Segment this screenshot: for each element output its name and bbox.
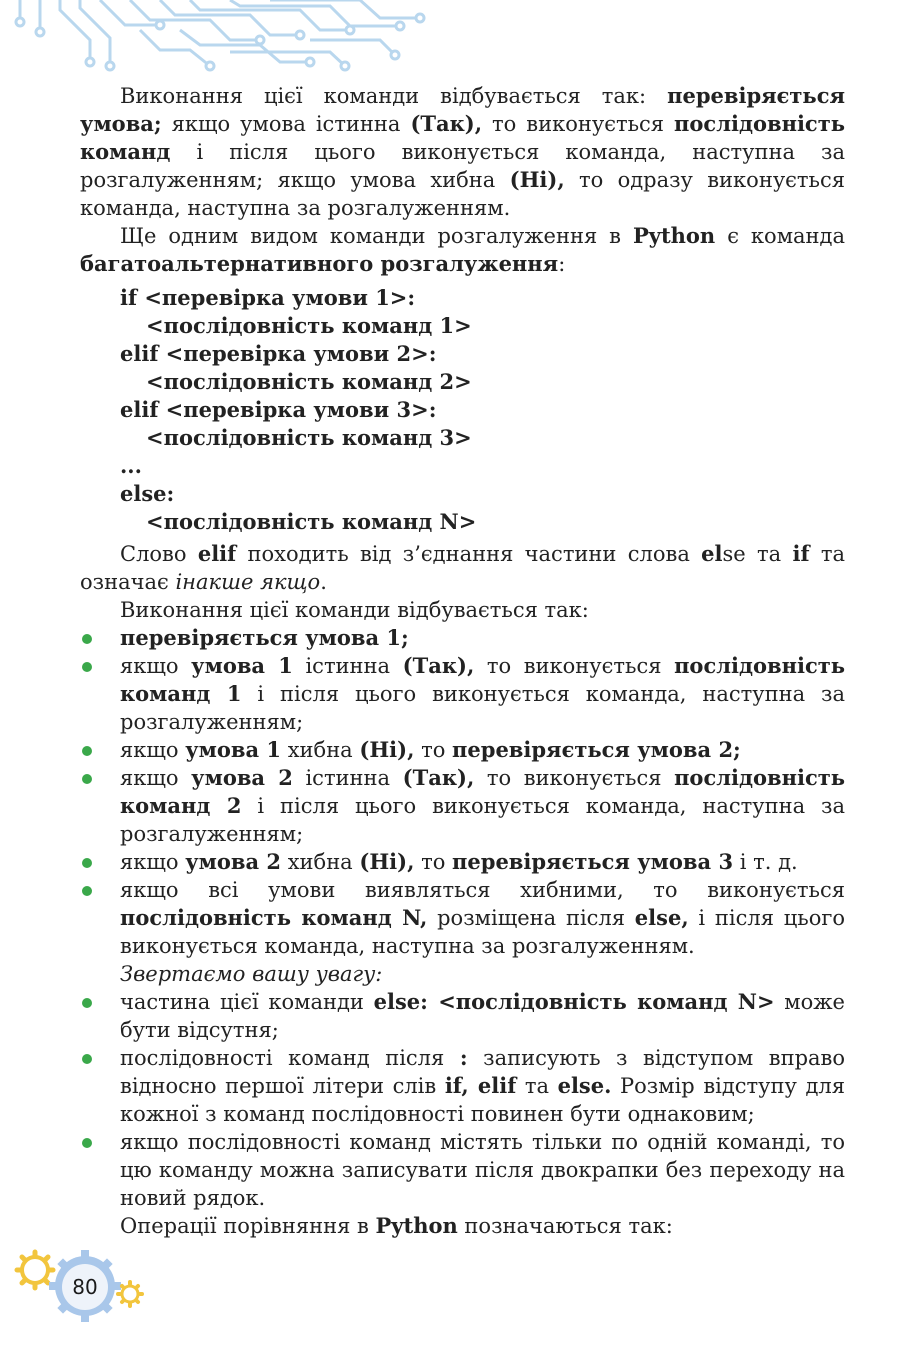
execution-steps-list: [80, 624, 845, 960]
code-line: <послідовність команд N>: [146, 509, 477, 534]
list-item: послідовності команд після : записують з відступом вправо відносно першої літери слів if, elif та else. Розмір відступу для кожної з команд послідовності повинен бути однаковим;: [80, 1044, 845, 1128]
list-item: якщо умова 2 істинна (Так), то виконується послідовність команд 2 і після цього виконується команда, наступна за розгалуженням;: [80, 764, 845, 848]
bullet-icon: [82, 1054, 92, 1064]
list-item: якщо умова 1 хибна (Ні), то перевіряється умова 2;: [80, 736, 845, 764]
bullet-icon: [82, 998, 92, 1008]
code-line: else:: [120, 481, 175, 506]
code-syntax-block: [120, 284, 845, 536]
attention-list: [80, 988, 845, 1212]
code-line: <послідовність команд 2>: [146, 369, 472, 394]
code-line: if <перевірка умови 1>:: [120, 285, 416, 310]
page-number: 80: [62, 1264, 108, 1310]
code-line: elif <перевірка умови 3>:: [120, 397, 437, 422]
bullet-icon: [82, 886, 92, 896]
circuit-decoration-icon: [0, 0, 430, 72]
code-line: elif <перевірка умови 2>:: [120, 341, 437, 366]
list-item: якщо умова 2 хибна (Ні), то перевіряється умова 3 і т. д.: [80, 848, 845, 876]
paragraph-execution-elif: Виконання цієї команди відбувається так:: [120, 598, 589, 622]
paragraph-comparison-ops: Операції порівняння в Python позначаються так:: [120, 1213, 673, 1238]
code-line: ...: [120, 453, 142, 478]
list-item: якщо послідовності команд містять тільки по одній команді, то цю команду можна записувати після двокрапки без переходу на новий рядок.: [80, 1128, 845, 1212]
bullet-icon: [82, 746, 92, 756]
code-line: <послідовність команд 1>: [146, 313, 472, 338]
bullet-icon: [82, 634, 92, 644]
bullet-icon: [82, 662, 92, 672]
bullet-icon: [82, 1138, 92, 1148]
bullet-icon: [82, 774, 92, 784]
page-content: [80, 82, 845, 1240]
paragraph-elif-origin: Слово elif походить від з’єднання частини слова else та if та означає інакше якщо.: [80, 541, 845, 594]
bullet-icon: [82, 858, 92, 868]
list-item: якщо всі умови виявляться хибними, то виконується послідовність команд N, розміщена після else, і після цього виконується команда, наступна за розгалуженням.: [80, 876, 845, 960]
paragraph-multi-branch-intro: Ще одним видом команди розгалуження в Python є команда багатоальтернативного розгалуження:: [80, 223, 845, 276]
list-item: якщо умова 1 істинна (Так), то виконується послідовність команд 1 і після цього виконується команда, наступна за розгалуженням;: [80, 652, 845, 736]
attention-note: Звертаємо вашу увагу:: [120, 962, 383, 986]
code-line: <послідовність команд 3>: [146, 425, 472, 450]
paragraph-execution-if: Виконання цієї команди відбувається так: перевіряється умова; якщо умова істинна (Так), то виконується послідовність команд і після цього виконується команда, наступна за розгалуженням; якщо умова хибна (Ні), то одразу виконується команда, наступна за розгалуженням.: [80, 83, 845, 220]
list-item: частина цієї команди else: <послідовність команд N> може бути відсутня;: [80, 988, 845, 1044]
list-item: перевіряється умова 1;: [80, 624, 845, 652]
